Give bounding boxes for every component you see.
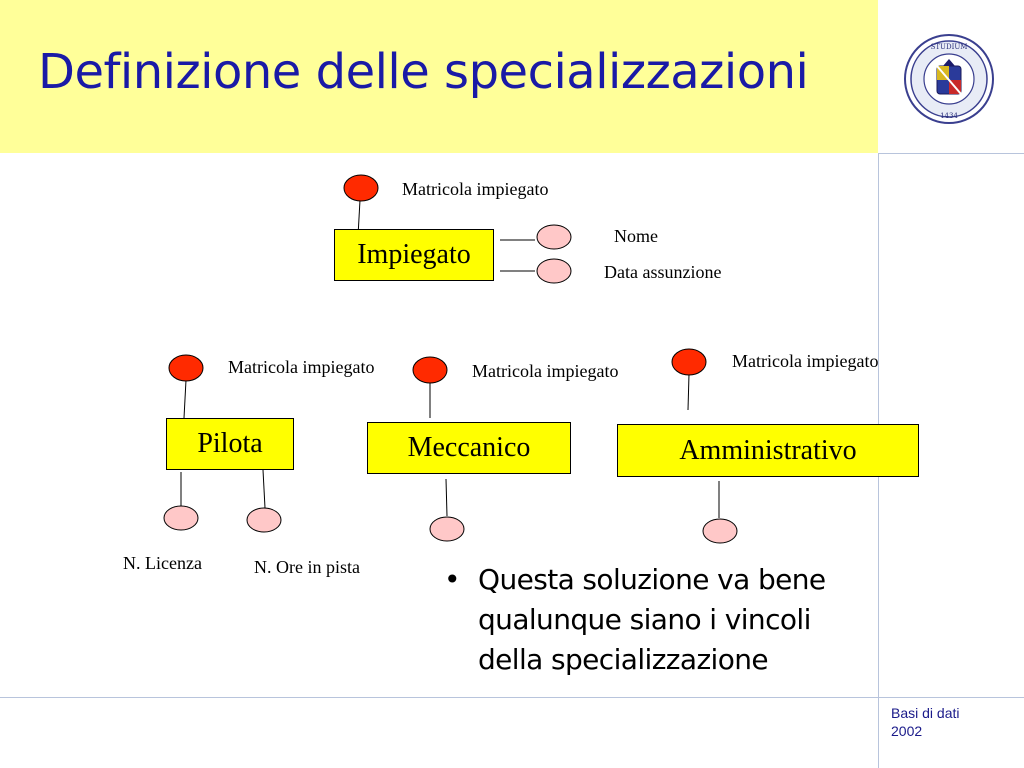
bullet-point <box>444 560 864 680</box>
connector-pilota-ore <box>263 470 265 508</box>
label-impiegato-key: Matricola impiegato <box>402 179 549 199</box>
svg-text:1434: 1434 <box>940 112 958 120</box>
attribute-ore-pista-icon <box>247 508 281 532</box>
connector-amministrativo-key <box>688 374 689 410</box>
entity-impiegato: Impiegato <box>334 229 494 281</box>
attribute-amministrativo-icon <box>703 519 737 543</box>
entity-meccanico: Meccanico <box>367 422 571 474</box>
label-impiegato-nome: Nome <box>614 226 658 246</box>
label-pilota-ore: N. Ore in pista <box>254 557 360 577</box>
slide-footer <box>891 704 959 740</box>
layout-divider-top <box>878 153 1024 154</box>
entity-amministrativo: Amministrativo <box>617 424 919 477</box>
label-amministrativo-key: Matricola impiegato <box>732 351 879 371</box>
attribute-data-assunzione-icon <box>537 259 571 283</box>
entity-pilota: Pilota <box>166 418 294 470</box>
label-pilota-licenza: N. Licenza <box>123 553 202 573</box>
connector-pilota-key <box>184 380 186 418</box>
university-seal-logo <box>903 33 995 125</box>
connector-meccanico-attr <box>446 479 447 516</box>
key-attribute-amministrativo-icon <box>672 349 706 375</box>
attribute-licenza-icon <box>164 506 198 530</box>
bullet-dot-icon: • <box>444 563 461 596</box>
attribute-nome-icon <box>537 225 571 249</box>
key-attribute-impiegato-icon <box>344 175 378 201</box>
attribute-meccanico-icon <box>430 517 464 541</box>
label-meccanico-key: Matricola impiegato <box>472 361 619 381</box>
slide-title: Definizione delle specializzazioni <box>38 44 809 100</box>
layout-divider-bottom <box>0 697 1024 698</box>
key-attribute-pilota-icon <box>169 355 203 381</box>
label-impiegato-data: Data assunzione <box>604 262 722 282</box>
label-pilota-key: Matricola impiegato <box>228 357 375 377</box>
bullet-text: Questa soluzione va bene qualunque siano i vincoli della specializzazione <box>478 563 826 676</box>
footer-year: 2002 <box>891 723 923 739</box>
key-attribute-meccanico-icon <box>413 357 447 383</box>
footer-course: Basi di dati <box>891 705 960 721</box>
svg-text:STUDIUM: STUDIUM <box>930 43 968 51</box>
